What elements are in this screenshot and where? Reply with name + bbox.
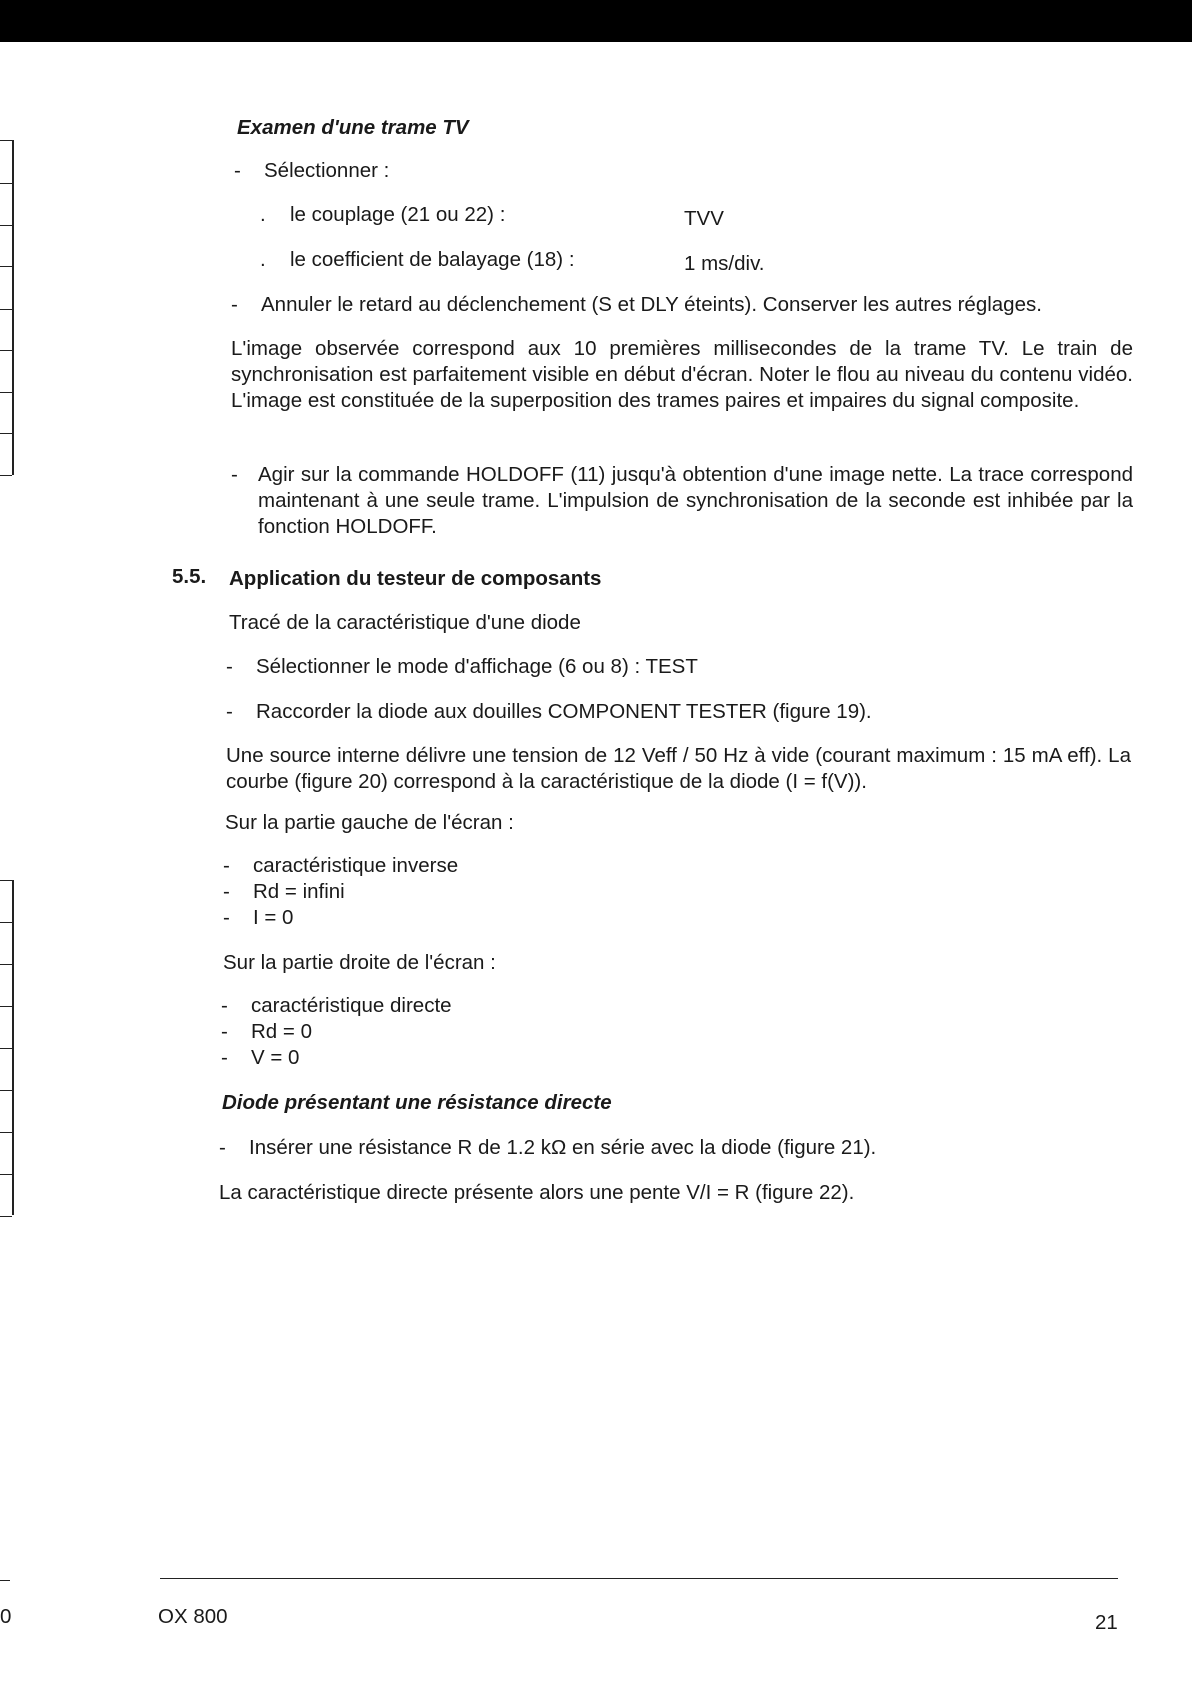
footer-model: OX 800 [158, 1605, 228, 1628]
holdoff-text: Agir sur la commande HOLDOFF (11) jusqu'à obtention d'une image nette. La trace correspond maintenant à une seule trame. L'impulsion de synchronisation de la seconde est inhibée par la fonction HOLDOFF. [258, 463, 1133, 538]
cancel-delay-step: - Annuler le retard au déclenchement (S et DLY éteints). Conserver les autres réglages. [231, 293, 1042, 316]
section-number: 5.5. [172, 565, 207, 588]
step-display-mode-text: Sélectionner le mode d'affichage (6 ou 8) : TEST [256, 655, 698, 678]
resistance-text: La caractéristique directe présente alors une pente V/I = R (figure 22). [219, 1181, 855, 1204]
page-number: 21 [1095, 1611, 1118, 1634]
left-item-text: I = 0 [253, 906, 294, 929]
right-item-text: caractéristique directe [251, 994, 452, 1017]
left-screen-label: Sur la partie gauche de l'écran : [225, 811, 514, 834]
cancel-delay-text: Annuler le retard au déclenchement (S et DLY éteints). Conserver les autres réglages. [261, 293, 1042, 316]
step-connect-diode-text: Raccorder la diode aux douilles COMPONENT TESTER (figure 19). [256, 700, 872, 723]
resistance-heading: Diode présentant une résistance directe [222, 1091, 612, 1114]
step-display-mode: - Sélectionner le mode d'affichage (6 ou 8) : TEST [226, 655, 698, 678]
right-item: - caractéristique directe [221, 994, 452, 1017]
right-item: - Rd = 0 [221, 1020, 312, 1043]
resistance-step: - Insérer une résistance R de 1.2 kΩ en série avec la diode (figure 21). [219, 1136, 877, 1159]
sweep-row: . le coefficient de balayage (18) : [260, 248, 575, 271]
select-step: - Sélectionner : [234, 159, 390, 182]
right-item-text: Rd = 0 [251, 1020, 312, 1043]
scan-top-bar [0, 0, 1192, 42]
right-screen-label: Sur la partie droite de l'écran : [223, 951, 496, 974]
left-item-text: caractéristique inverse [253, 854, 459, 877]
left-item: - caractéristique inverse [223, 854, 459, 877]
tv-paragraph: L'image observée correspond aux 10 premières millisecondes de la trame TV. Le train de synchronisation est parfaitement visible en début d'écran. Noter le flou au niveau du contenu vidéo. L'image est constituée de la superposition des trames paires et impaires du signal composite. [231, 337, 1133, 412]
source-paragraph: Une source interne délivre une tension de 12 Veff / 50 Hz à vide (courant maximum : 15 mA eff). La courbe (figure 20) correspond à la caractéristique de la diode (I = f(V)). [226, 744, 1131, 793]
select-label: Sélectionner : [264, 159, 390, 182]
coupling-label: le couplage (21 ou 22) : [290, 203, 506, 226]
right-item: - V = 0 [221, 1046, 300, 1069]
sweep-label: le coefficient de balayage (18) : [290, 248, 575, 271]
footer-rule [160, 1578, 1118, 1579]
tv-frame-heading: Examen d'une trame TV [237, 116, 469, 139]
holdoff-dash: - [231, 463, 238, 486]
coupling-value: TVV [684, 207, 724, 230]
sweep-value: 1 ms/div. [684, 252, 765, 275]
coupling-row: . le couplage (21 ou 22) : [260, 203, 506, 226]
section-title: Application du testeur de composants [229, 567, 602, 590]
footer-left-edge: 0 [0, 1605, 12, 1628]
step-connect-diode: - Raccorder la diode aux douilles COMPONENT TESTER (figure 19). [226, 700, 872, 723]
left-item-text: Rd = infini [253, 880, 345, 903]
left-item: - Rd = infini [223, 880, 345, 903]
left-item: - I = 0 [223, 906, 294, 929]
resistance-step-text: Insérer une résistance R de 1.2 kΩ en série avec la diode (figure 21). [249, 1136, 877, 1159]
diode-subtitle: Tracé de la caractéristique d'une diode [229, 611, 581, 634]
right-item-text: V = 0 [251, 1046, 300, 1069]
